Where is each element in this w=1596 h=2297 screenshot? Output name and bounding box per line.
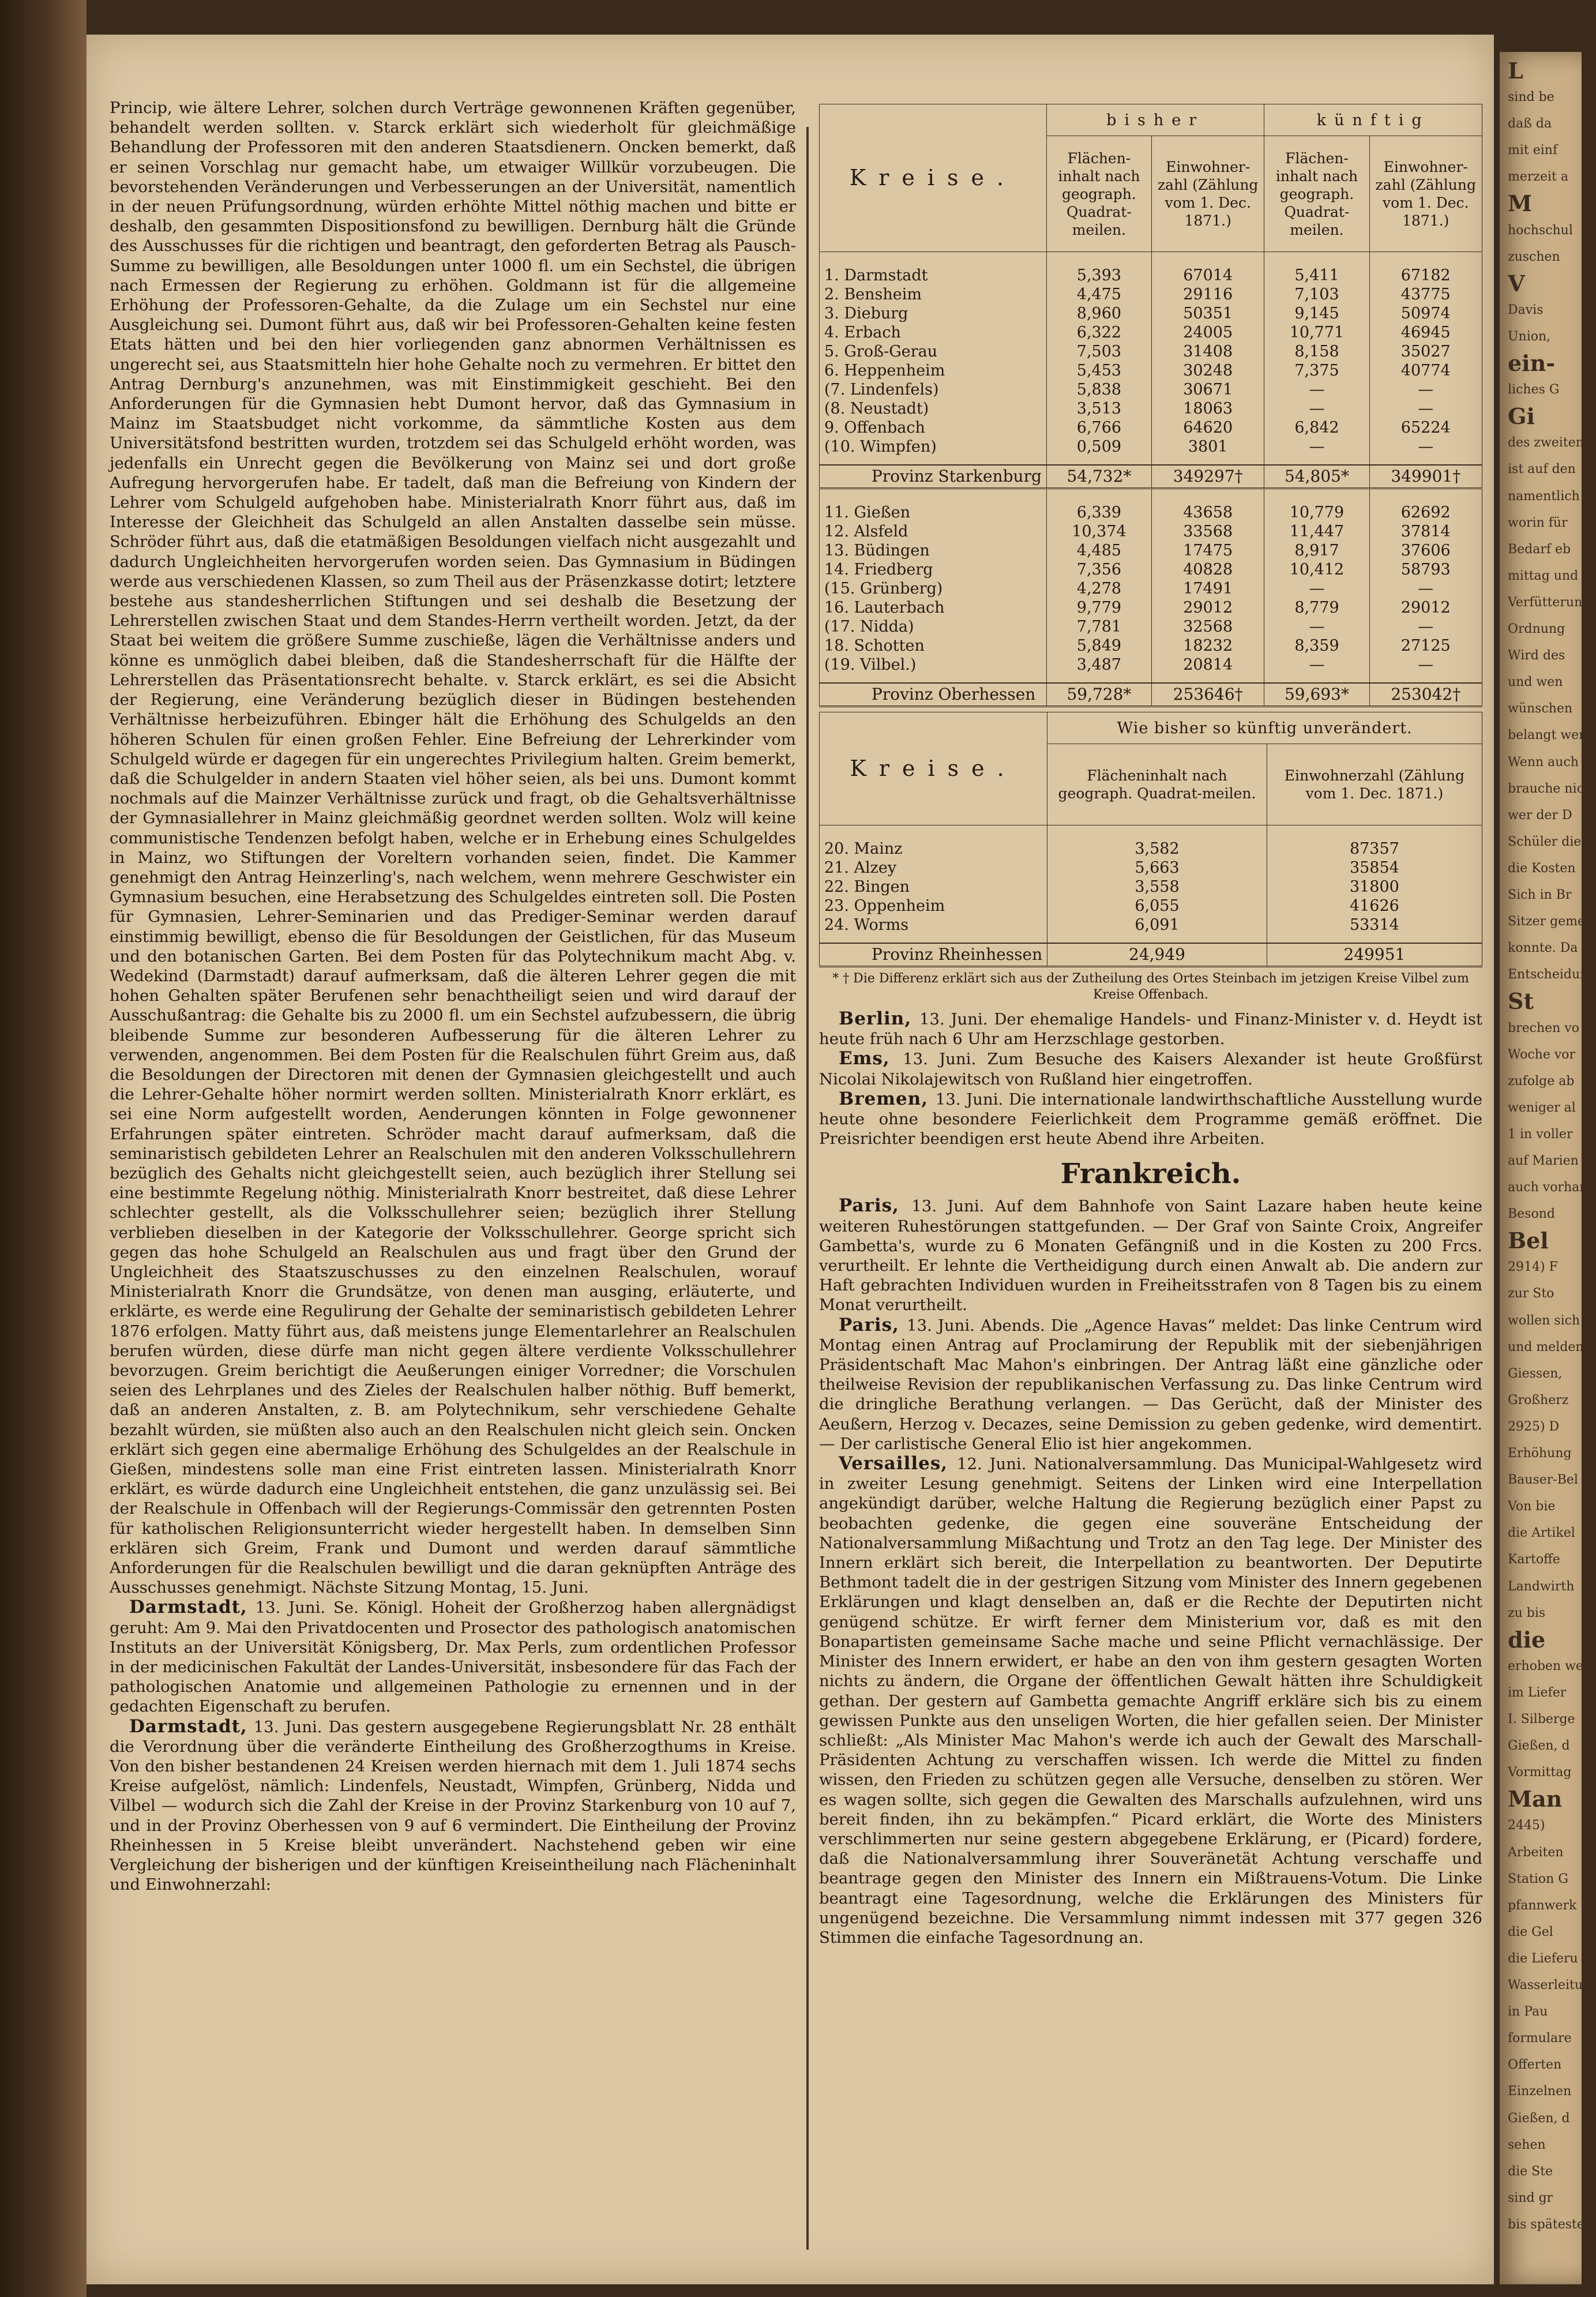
bisher-header: bisher [1046, 104, 1264, 136]
table-cell: 3,487 [1046, 655, 1151, 683]
adjacent-page-fragment: Bel [1508, 1228, 1549, 1253]
table-cell: 30248 [1151, 361, 1264, 380]
sum-cell: 59,693* [1264, 683, 1369, 707]
date: 13. Juni. [911, 1197, 995, 1216]
table-cell: 43658 [1151, 489, 1264, 523]
table-cell: 17491 [1151, 579, 1264, 598]
table-cell: 43775 [1369, 285, 1482, 304]
adjacent-page-fragment: zu bis [1508, 1606, 1546, 1620]
table-row [820, 896, 1482, 915]
table-cell: 9,145 [1264, 304, 1369, 323]
table-cell: 4,278 [1046, 579, 1151, 598]
landtag-report: Princip, wie ältere Lehrer, solchen durch Verträge gewonnenen Kräften gegenüber, behandelt werden sollten. v. Starck erklärt sich wiederholt für gleichmäßige Behandlung der Professoren mit den anderen Staatsdienern. Oncken bemerkt, daß er seinen Vorschlag nur gemacht habe, um etwaiger Willkür vorzubeugen. Die bevorstehenden Veränderungen und Verbesserungen an der Universität, namentlich in der neuen Prüfungsordnung, würden erhöhte Mittel nöthig machen und bitte er deshalb, den gesammten Dispositionsfond zu bewilligen. Dernburg hält die Gründe des Ausschusses für die richtigen und beantragt, den geforderten Betrag als Pausch-Summe zu bewilligen, alle Besoldungen unter 1000 fl. um ein Sechstel, die übrigen nach Ermessen der Regierung zu erhöhen. Goldmann ist für die allgemeine Erhöhung der Professoren-Gehalte, da die Zulage um ein Sechstel nur eine Ausgleichung sei. Dumont führt aus, daß wir bei Professoren-Gehalten keine festen Etats hätten und bei den hier vorliegenden ganz abnormen Verhältnissen es ungerecht sei, aus Staatsmitteln hier hohe Gehalte noch zu vermehren. Er bittet den Antrag Dernburg's anzunehmen, was mit Einstimmigkeit geschieht. Bei den Anforderungen für die Gymnasien hebt Dumont hervor, daß das Gymnasium in Mainz im Staatsbudget nicht vorkomme, da sämmtliche Kosten aus dem Universitätsfond bestritten wurden, trotzdem sei das Schulgeld erhöht worden, was jedenfalls ein Unrecht gegen die Bevölkerung von Mainz sei und dort große Aufregung hervorgerufen habe. Er tadelt, daß man die Befreiung von Kindern der Lehrer vom Schulgeld aufgehoben habe. Ministerialrath Knorr führt aus, daß im Interesse der Gleichheit das Schulgeld an allen Anstalten dasselbe sein müsse. Schröder führt aus, daß die etatmäßigen Besoldungen vielfach nicht ausgezahlt und dadurch Ungleichheiten hervorgerufen worden seien. Das Gymnasium in Büdingen werde aus verschiedenen Klassen, so zum Theil aus der Präsenzkasse dotirt; letztere bestehe aus standesherrlichen Stiftungen und sei deshalb die Besetzung der Lehrerstellen zwischen Staat und dem Standes-Herrn vertheilt worden. Jetzt, da der Staat bei weitem die größere Summe zuschieße, lägen die Verhältnisse anders und könne es unmöglich dabei bleiben, daß die Standesherrschaft für die Hälfte der Lehrerstellen das Präsentationsrecht behalte. v. Starck erklärt, es sei die Absicht der Regierung, eine Veränderung bezüglich dieser in Büdingen bestehenden Verhältnisse herbeizuführen. Ebinger hält die Erhöhung des Schulgelds an den höheren Schulen für einen großen Fehler. Eine Befreiung der Lehrerkinder vom Schulgeld würde er dagegen für ein ungerechtes Privilegium halten. Greim bemerkt, daß die Schulgelder in andern Staaten viel höher seien, als bei uns. Dumont kommt nochmals auf die Mainzer Verhältnisse zurück und fragt, ob die Gehaltsverhältnisse der Gymnasiallehrer in Mainz gleichmäßig geordnet werden sollten. Wolz will keine communistische Tendenzen befolgt haben, welche er in Erhebung eines Schulgeldes in Mainz, wo Stiftungen der Voreltern vorhanden seien, findet. Die Kammer genehmigt den Antrag Heinzerling's, nach welchem, wenn mehrere Geschwister ein Gymnasium besuchen, eine Herabsetzung des Schulgeldes eintreten soll. Die Posten für Gymnasien, Lehrer-Seminarien und das Prediger-Seminar werden darauf einstimmig bewilligt, ebenso die für Besoldungen der Geistlichen, für das Museum und den botanischen Garten. Bei dem Posten für das Polytechnikum macht Abg. v. Wedekind (Darmstadt) darauf aufmerksam, daß die älteren Lehrer gegen die mit hohen Gehalten später Berufenen sehr benachtheiligt seien und wird darauf der Ausschußantrag: die Gehalte bis zu 2000 fl. um ein Sechstel aufzubessern, die übrig bleibende Summe zur besonderen Aufbesserung für die älteren Lehrer zu verwenden, angenommen. Bei dem Posten für die Realschulen führt Greim aus, daß die Besoldungen der Directoren mit denen der Gymnasien gleichgestellt und auch die Lehrer-Gehalte höher normirt werden sollten. Ministerialrath Knorr erklärt, es sei eine Norm aufgestellt worden, Aenderungen könnten in Folge gewonnener Erfahrungen später eintreten. Schröder macht darauf aufmerksam, daß die seminaristisch gebildeten Lehrer an Realschulen mit den anderen Volksschullehrern bezüglich des Gehalts nicht gleichgestellt seien, auch bezüglich ihrer Stellung sei eine bestimmte Regelung nöthig. Ministerialrath Knorr bestreitet, daß diese Lehrer schlechter gestellt, als die Volksschullehrer seien; bezüglich ihrer Stellung verblieben dieselben in der Kategorie der Volksschullehrer. George spricht sich gegen das hohe Schulgeld an Realschulen aus und fragt über den Grund der Ungleichheit des Staatszuschusses zu den einzelnen Realschulen, worauf Ministerialrath Knorr die Grundsätze, von denen man ausging, erläuterte, und erklärte, es werde eine Regulirung der Gehalte der seminaristisch gebildeten Lehrer 1876 erfolgen. Matty führt aus, daß meistens junge Elementarlehrer an Realschulen berufen würden, diese dürfe man nicht gegen ältere verdiente Volksschullehrer bevorzugen. Greim berichtigt die Aeußerungen einiger Vorredner; die Vorschulen seien des Lehrplanes und des Zieles der Realschulen halber nöthig. Buff bemerkt, daß an anderen Anstalten, z. B. am Polytechnikum, sehr verschiedene Gehalte bezahlt würden, sie müßten also auch an den Realschulen nicht gleich sein. Oncken erklärt sich gegen eine abermalige Erhöhung des Schulgeldes an der Realschule in Gießen, mindestens solle man eine Frist eintreten lassen. Ministerialrath Knorr erklärt, es würde dadurch eine Ungleichheit entstehen, die ganz unzulässig sei. Bei der Realschule in Offenbach will der Regierungs-Commissär den getrennten Posten für katholischen Religionsunterricht wieder hergestellt haben. In demselben Sinn erklären sich Greim, Frank und Dumont und werden darauf sämmtliche Anforderungen für die Realschulen bewilligt und die daran geknüpften Anträge des Ausschusses genehmigt. Nächste Sitzung Montag, 15. Juni. [110, 99, 796, 1597]
oberhessen-sum [820, 683, 1482, 707]
adjacent-page-fragment: im Liefer [1508, 1686, 1567, 1700]
adjacent-page-fragment: zur Sto [1508, 1286, 1554, 1301]
table-row [820, 541, 1482, 560]
table-cell: 31408 [1151, 342, 1264, 361]
adjacent-page-fragment: wünschen [1508, 701, 1573, 716]
kreis-name: (17. Nidda) [820, 617, 1047, 636]
adjacent-page-fragment: Offerten [1508, 2058, 1562, 2072]
adjacent-page-edge [1500, 52, 1596, 2284]
table-row [820, 342, 1482, 361]
table-row [820, 655, 1482, 683]
adjacent-page-fragment: Station G [1508, 1872, 1568, 1886]
table-cell: 37814 [1369, 522, 1482, 541]
adjacent-page-fragment: worin für [1508, 516, 1568, 530]
table-cell: — [1369, 655, 1482, 683]
news-item [819, 1315, 1482, 1454]
adjacent-page-fragment: Entscheidung [1508, 967, 1596, 982]
table-cell: 31800 [1267, 877, 1482, 896]
sum-cell: 349901† [1369, 465, 1482, 489]
dateline: Darmstadt, [129, 1597, 247, 1618]
kreis-name: 9. Offenbach [820, 418, 1047, 437]
table-cell: 29012 [1369, 598, 1482, 617]
adjacent-page-fragment: 2914) F [1508, 1260, 1558, 1274]
adjacent-page-fragment: Giessen, [1508, 1367, 1563, 1381]
article-text: Die „Agence Havas“ meldet: Das linke Centrum wird Montag einen Antrag auf Proclamirung der Republik mit der siebenjährigen Präsidentschaft Mac Mahon's einbringen. Der Antrag läßt eine gänzliche oder theilweise Revision der republikanischen Verfassung zu. Das linke Centrum wird die dringliche Berathung verlangen. — Das Gerücht, daß der Minister des Aeußern, Herzog v. Decazes, seine Demission zu geben gedenke, wird dementirt. — Der carlistische General Elio ist hier angekommen. [819, 1316, 1482, 1453]
adjacent-page-fragment: Wenn auch [1508, 755, 1579, 770]
news-item [819, 1049, 1482, 1089]
table-cell: 0,509 [1046, 437, 1151, 465]
kreise-header: Kreise. [820, 712, 1047, 825]
table-row [820, 418, 1482, 437]
kreis-name: 21. Alzey [820, 858, 1047, 877]
rheinhessen-body [820, 825, 1482, 944]
adjacent-page-fragment: sind be [1508, 90, 1554, 104]
sum-cell: 54,805* [1264, 465, 1369, 489]
adjacent-page-fragment: weniger al [1508, 1101, 1576, 1115]
unchanged-header: Wie bisher so künftig unverändert. [1047, 712, 1482, 744]
table-cell: 11,447 [1264, 522, 1369, 541]
dateline: Versailles, [839, 1453, 957, 1474]
kreis-name: 13. Büdingen [820, 541, 1047, 560]
sum-cell: 253646† [1151, 683, 1264, 707]
adjacent-page-fragment: belangt wer [1508, 728, 1585, 742]
table-cell: — [1264, 579, 1369, 598]
adjacent-page-fragment: mittag und [1508, 569, 1579, 583]
kreise-table-rheinhessen [819, 712, 1482, 967]
dateline: Paris, [839, 1314, 907, 1335]
adjacent-page-fragment: zuschen [1508, 250, 1560, 264]
kreis-name: 4. Erbach [820, 323, 1047, 342]
adjacent-page-fragment: Großherz [1508, 1393, 1569, 1408]
kreis-name: 16. Lauterbach [820, 598, 1047, 617]
table-cell: — [1369, 437, 1482, 465]
einwohner-header-bisher: Einwohner-zahl (Zählung vom 1. Dec. 1871.) [1151, 136, 1264, 252]
adjacent-page-fragment: wer der D [1508, 808, 1572, 823]
adjacent-page-fragment: ist auf den [1508, 462, 1576, 476]
adjacent-page-fragment: formulare [1508, 2031, 1572, 2045]
adjacent-page-fragment: die Gel [1508, 1925, 1553, 1939]
adjacent-page-fragment: Erhöhung [1508, 1446, 1572, 1461]
table-cell: 3801 [1151, 437, 1264, 465]
article-text: Auf dem Bahnhofe von Saint Lazare haben heute keine weiteren Ruhestörungen stattgefunden. — Der Graf von Sainte Croix, Angreifer Gambetta's, wurde zu 6 Monaten Gefängniß und in die Kosten zu 200 Frcs. verurtheilt. Er lehnte die Vertheidigung durch einen Anwalt ab. Die andern zur Haft gebrachten Individuen wurden in Freiheitsstrafen von 8 Tagen bis zu einem Monat verurtheilt. [819, 1197, 1482, 1315]
kreis-name: (19. Vilbel.) [820, 655, 1047, 683]
table-row [820, 560, 1482, 579]
adjacent-page-fragment: Davis [1508, 303, 1544, 317]
table-cell: 6,842 [1264, 418, 1369, 437]
article-text: Se. Königl. Hoheit der Großherzog haben allergnädigst geruht: Am 9. Mai den Privatdocenten und Prosector des pathologisch anatomischen Instituts an der Universität Königsberg, Dr. Max Perls, zum ordentlichen Professor in der medicinischen Fakultät der Landes-Universität, insbesondere für das Fach der pathologischen Anatomie und allgemeinen Pathologie zu ernennen und in der gedachten Eigenschaft zu berufen. [110, 1598, 796, 1716]
table-cell: 3,558 [1047, 877, 1267, 896]
table-cell: 8,960 [1046, 304, 1151, 323]
kreis-name: 24. Worms [820, 915, 1047, 943]
adjacent-page-fragment: konnte. Da [1508, 941, 1578, 955]
date: 13. Juni. [919, 1010, 994, 1029]
adjacent-page-fragment: I. Silberge [1508, 1712, 1575, 1726]
table-row [820, 636, 1482, 655]
table-cell: — [1264, 437, 1369, 465]
rheinhessen-sum [820, 943, 1482, 967]
adjacent-page-fragment: liches G [1508, 382, 1560, 397]
table-cell: 5,849 [1046, 636, 1151, 655]
table-cell: 9,779 [1046, 598, 1151, 617]
sum-cell: 253042† [1369, 683, 1482, 707]
kreis-name: 23. Oppenheim [820, 896, 1047, 915]
table-row [820, 617, 1482, 636]
table-cell: 18063 [1151, 399, 1264, 418]
adjacent-page-fragment: wollen sich [1508, 1313, 1580, 1328]
table-cell: 8,917 [1264, 541, 1369, 560]
flaeche-header: Flächeninhalt nach geograph. Quadrat-meilen. [1047, 744, 1267, 825]
adjacent-page-fragment: in Pau [1508, 2005, 1548, 2019]
table-cell: 5,393 [1046, 252, 1151, 286]
table-cell: 24005 [1151, 323, 1264, 342]
kreis-name: 5. Groß-Gerau [820, 342, 1047, 361]
adjacent-page-fragment: Einzelnen [1508, 2084, 1572, 2099]
adjacent-page-fragment: 1 in voller [1508, 1127, 1573, 1142]
adjacent-page-fragment: auf Marien [1508, 1154, 1579, 1168]
table-cell: 8,779 [1264, 598, 1369, 617]
adjacent-page-fragment: 2925) D [1508, 1420, 1560, 1434]
adjacent-page-fragment: hochschul [1508, 223, 1573, 238]
kreis-name: 2. Bensheim [820, 285, 1047, 304]
adjacent-page-fragment: Man [1508, 1786, 1563, 1812]
article-text: Zum Besuche des Kaisers Alexander ist heute Großfürst Nicolai Nikolajewitsch von Rußland hier eingetroffen. [819, 1050, 1482, 1089]
table-cell: 6,055 [1047, 896, 1267, 915]
table-cell: 87357 [1267, 825, 1482, 859]
table-cell: 10,779 [1264, 489, 1369, 523]
table-cell: — [1369, 617, 1482, 636]
kreis-name: 11. Gießen [820, 489, 1047, 523]
table-row [820, 598, 1482, 617]
adjacent-page-fragment: Arbeiten [1508, 1845, 1564, 1860]
dateline: Darmstadt, [129, 1716, 247, 1737]
table-cell: 7,103 [1264, 285, 1369, 304]
table-cell: 10,412 [1264, 560, 1369, 579]
dateline: Paris, [839, 1195, 912, 1217]
kreis-name: 14. Friedberg [820, 560, 1047, 579]
table-cell: 32568 [1151, 617, 1264, 636]
table-footnote: * † Die Differenz erklärt sich aus der Zutheilung des Ortes Steinbach im jetzigen Kreise Vilbel zum Kreise Offenbach. [832, 971, 1469, 1002]
adjacent-page-fragment: Verfütterun [1508, 595, 1583, 610]
adjacent-page-fragment: die Artikel [1508, 1526, 1575, 1540]
table-cell: 6,766 [1046, 418, 1151, 437]
adjacent-page-fragment: M [1508, 190, 1533, 216]
provinz-name: Provinz Rheinhessen [820, 943, 1047, 967]
table-row [820, 285, 1482, 304]
kreise-table-starkenburg-oberhessen [819, 104, 1482, 707]
adjacent-page-fragment: daß da [1508, 117, 1552, 131]
right-column [819, 104, 1482, 2273]
table-cell: 8,359 [1264, 636, 1369, 655]
adjacent-page-fragment: zufolge ab [1508, 1074, 1575, 1089]
kreis-name: 3. Dieburg [820, 304, 1047, 323]
adjacent-page-fragment: St [1508, 988, 1534, 1014]
table-row [820, 437, 1482, 465]
table-cell: — [1264, 380, 1369, 399]
adjacent-page-fragment: Vormittag [1508, 1765, 1572, 1780]
adjacent-page-fragment: des zweiten [1508, 436, 1584, 450]
date: 12. Juni. [956, 1455, 1034, 1474]
sum-row [820, 943, 1482, 967]
table-cell: 10,771 [1264, 323, 1369, 342]
table-cell: 7,503 [1046, 342, 1151, 361]
adjacent-page-fragment: L [1508, 58, 1523, 84]
adjacent-page-fragment: Wasserleitu [1508, 1978, 1583, 1992]
table-cell: 65224 [1369, 418, 1482, 437]
table-cell: 29116 [1151, 285, 1264, 304]
adjacent-page-fragment: Besond [1508, 1207, 1555, 1221]
date: 13. Juni. [253, 1717, 322, 1736]
adjacent-page-fragment: V [1508, 271, 1525, 296]
adjacent-page-fragment: Sich in Br [1508, 888, 1572, 902]
einwohner-header-kuenftig: Einwohner-zahl (Zählung vom 1. Dec. 1871.) [1369, 136, 1482, 252]
news-germany [819, 1009, 1482, 1148]
table-cell: 58793 [1369, 560, 1482, 579]
adjacent-page-fragment: Schüler die [1508, 835, 1582, 849]
kuenftig-header: künftig [1264, 104, 1482, 136]
table-row [820, 825, 1482, 859]
adjacent-page-fragment: die Kosten [1508, 861, 1576, 876]
dateline: Bremen, [839, 1088, 936, 1109]
table-cell: 37606 [1369, 541, 1482, 560]
table-cell: 3,513 [1046, 399, 1151, 418]
adjacent-page-fragment: brauche nich [1508, 782, 1593, 796]
adjacent-page-fragment: und melden [1508, 1340, 1584, 1354]
adjacent-page-fragment: die Lieferu [1508, 1951, 1578, 1966]
provinz-name: Provinz Oberhessen [820, 683, 1047, 707]
news-item [819, 1196, 1482, 1315]
table-row [820, 489, 1482, 523]
table-cell: 5,838 [1046, 380, 1151, 399]
adjacent-page-fragment: pfannwerk [1508, 1898, 1577, 1913]
adjacent-page-fragment: namentlich [1508, 489, 1580, 504]
flaeche-header-bisher: Flächen-inhalt nach geograph. Quadrat-meilen. [1046, 136, 1151, 252]
table-cell: — [1264, 617, 1369, 636]
adjacent-page-fragment: die Ste [1508, 2164, 1553, 2179]
table-cell: 33568 [1151, 522, 1264, 541]
kreis-name: 18. Schotten [820, 636, 1047, 655]
adjacent-page-fragment: merzeit a [1508, 170, 1568, 184]
adjacent-page-fragment: Kartoffe [1508, 1552, 1560, 1567]
news-item [819, 1009, 1482, 1049]
table-cell: 67182 [1369, 252, 1482, 286]
adjacent-page-fragment: die [1508, 1627, 1546, 1653]
news-france [819, 1196, 1482, 1947]
table-cell: 7,356 [1046, 560, 1151, 579]
sum-cell: 54,732* [1046, 465, 1151, 489]
kreis-name: 20. Mainz [820, 825, 1047, 859]
kreis-name: 6. Heppenheim [820, 361, 1047, 380]
adjacent-page-fragment: Ordnung [1508, 622, 1565, 636]
kreis-name: (8. Neustadt) [820, 399, 1047, 418]
table-row [820, 361, 1482, 380]
table-row [820, 304, 1482, 323]
column-separator [806, 127, 809, 2250]
table-cell: 64620 [1151, 418, 1264, 437]
kreise-header: Kreise. [820, 104, 1047, 252]
table-cell: 4,485 [1046, 541, 1151, 560]
table-cell: — [1369, 399, 1482, 418]
kreis-name: (15. Grünberg) [820, 579, 1047, 598]
adjacent-page-fragment: Woche vor [1508, 1048, 1576, 1062]
table-cell: 5,453 [1046, 361, 1151, 380]
adjacent-page-fragment: Wird des [1508, 648, 1565, 663]
table-cell: 62692 [1369, 489, 1482, 523]
article-text: Der ehemalige Handels- und Finanz-Minister v. d. Heydt ist heute früh nach 6 Uhr am Herzschlage gestorben. [819, 1010, 1483, 1049]
adjacent-page-fragment: 2445) [1508, 1818, 1545, 1833]
table-cell: — [1369, 380, 1482, 399]
table-row [820, 579, 1482, 598]
table-cell: 40828 [1151, 560, 1264, 579]
table-cell: — [1264, 399, 1369, 418]
starkenburg-body [820, 252, 1482, 466]
darmstadt-kreise-article [110, 1717, 796, 1895]
adjacent-page-fragment: Bauser-Bel [1508, 1473, 1578, 1487]
table-cell: 3,582 [1047, 825, 1267, 859]
adjacent-page-fragment: Gießen, d [1508, 2111, 1570, 2126]
adjacent-page-fragment: und wen [1508, 675, 1563, 689]
dateline: Berlin, [839, 1008, 920, 1029]
date: 13. Juni. [935, 1090, 1009, 1109]
table-row [820, 877, 1482, 896]
adjacent-page-fragment: Sitzer geme [1508, 914, 1586, 929]
table-cell: 46945 [1369, 323, 1482, 342]
dateline: Ems, [839, 1048, 903, 1069]
table-cell: 50974 [1369, 304, 1482, 323]
date: 13. Juni. [255, 1598, 326, 1617]
table-row [820, 399, 1482, 418]
adjacent-page-fragment: Gi [1508, 403, 1535, 429]
adjacent-page-fragment: mit einf [1508, 143, 1558, 157]
adjacent-page-fragment: ein- [1508, 350, 1556, 376]
date: 13. Juni. [903, 1050, 987, 1069]
adjacent-page-fragment: Union, [1508, 329, 1551, 344]
kreis-name: 22. Bingen [820, 877, 1047, 896]
darmstadt-appointment-article [110, 1597, 796, 1716]
adjacent-page-fragment: sind gr [1508, 2191, 1553, 2205]
news-item [819, 1089, 1482, 1149]
table-cell: 8,158 [1264, 342, 1369, 361]
adjacent-page-fragment: Landwirth [1508, 1579, 1575, 1594]
section-heading-frankreich: Frankreich. [1060, 1158, 1241, 1191]
adjacent-page-fragment: brechen vo [1508, 1021, 1579, 1035]
table-cell: 67014 [1151, 252, 1264, 286]
table-cell: 50351 [1151, 304, 1264, 323]
table-cell: 35027 [1369, 342, 1482, 361]
table-cell: 5,411 [1264, 252, 1369, 286]
flaeche-header-kuenftig: Flächen-inhalt nach geograph. Quadrat-meilen. [1264, 136, 1369, 252]
table-cell: 6,322 [1046, 323, 1151, 342]
oberhessen-body [820, 489, 1482, 684]
article-text: Nationalversammlung. Das Municipal-Wahlgesetz wird in zweiter Lesung genehmigt. Seitens der Linken wird eine Interpellation angekündigt darüber, welche Haltung die Regierung bezüglich einer Papst zu beobachten gedenke, die gegen eine souveräne Entscheidung der Nationalversammlung Mißachtung und Trotz an den Tag lege. Der Minister des Innern erklärt sich bereit, die Interpellation zu beantworten. Der Deputirte Bethmont tadelt die in der gestrigen Sitzung vom Minister des Innern gegebenen Erklärungen und klagt denselben an, daß er die Rechte der Deputirten nicht genügend schütze. Er wirft ferner dem Ministerium vor, daß es mit den Bonapartisten gemeinsame Sache mache und seine Pflicht vernachlässige. Der Minister des Innern erwidert, er habe an den von ihm gestern gesagten Worten nichts zu ändern, die Organe der öffentlichen Gewalt hätten ihre Schuldigkeit gethan. Der gestern auf Gambetta gemachte Angriff erkläre sich bis zu einem gewissen Punkte aus den unseligen Worten, die hier gefallen seien. Der Minister schließt: „Als Minister Mac Mahon's werde ich auch der Gewalt des Marschall-Präsidenten Achtung zu verschaffen wissen. Ich werde die Mittel zu finden wissen, den Frieden zu schützen gegen alle Versuche, denselben zu stören. Wer es wagen sollte, sich gegen die Gewalten des Marschalls aufzulehnen, wird uns bereit finden, ihn zu bekämpfen.“ Picard erklärt, die Worte des Ministers verschlimmerten nur seine gestern abgegebene Erklärung, er (Picard) fordere, daß die Nationalversammlung ihrer Souveränetät Achtung verschaffe und beantrage gegen den Minister des Innern ein Mißtrauens-Votum. Die Linke beantragt eine Tagesordnung, welche die Erklärungen des Ministers für ungenügend bezeichne. Die Versammlung nimmt indessen mit 377 gegen 326 Stimmen die einfache Tagesordnung an. [819, 1455, 1482, 1947]
adjacent-page-fragment: Bedarf eb [1508, 542, 1571, 557]
table-cell: 18232 [1151, 636, 1264, 655]
table-cell: 41626 [1267, 896, 1482, 915]
sum-cell: 24,949 [1047, 943, 1267, 967]
table-cell: 6,339 [1046, 489, 1151, 523]
table-cell: 4,475 [1046, 285, 1151, 304]
table-cell: 29012 [1151, 598, 1264, 617]
kreis-name: 1. Darmstadt [820, 252, 1047, 286]
adjacent-page-fragment: Von bie [1508, 1499, 1556, 1514]
table-cell: 53314 [1267, 915, 1482, 943]
table-cell: 7,781 [1046, 617, 1151, 636]
sum-row [820, 683, 1482, 707]
table-cell: 10,374 [1046, 522, 1151, 541]
table-row [820, 380, 1482, 399]
table-row [820, 858, 1482, 877]
table-cell: 17475 [1151, 541, 1264, 560]
table-cell: 5,663 [1047, 858, 1267, 877]
provinz-name: Provinz Starkenburg [820, 465, 1047, 489]
newspaper-page [87, 35, 1494, 2284]
book-spine-left [0, 0, 87, 2297]
table-cell: 30671 [1151, 380, 1264, 399]
adjacent-page-fragment: Gießen, d [1508, 1739, 1570, 1753]
adjacent-page-fragment: auch vorhan [1508, 1180, 1588, 1195]
kreis-name: (7. Lindenfels) [820, 380, 1047, 399]
table-cell: — [1369, 579, 1482, 598]
table-cell: 35854 [1267, 858, 1482, 877]
kreis-name: 12. Alsfeld [820, 522, 1047, 541]
sum-row [820, 465, 1482, 489]
sum-cell: 59,728* [1046, 683, 1151, 707]
table-row [820, 522, 1482, 541]
table-cell: 40774 [1369, 361, 1482, 380]
article-text: Das gestern ausgegebene Regierungsblatt Nr. 28 enthält die Verordnung über die veränderte Eintheilung des Großherzogthums in Kreise. Von den bisher bestandenen 24 Kreisen werden hiernach mit dem 1. Juli 1874 sechs Kreise aufgelöst, nämlich: Lindenfels, Neustadt, Wimpfen, Grünberg, Nidda und Vilbel — wodurch sich die Zahl der Kreise in der Provinz Starkenburg von 10 auf 7, und in der Provinz Oberhessen von 9 auf 6 vermindert. Die Eintheilung der Provinz Rheinhessen in 5 Kreise bleibt unverändert. Nachstehend geben wir eine Vergleichung der bisherigen und der künftigen Kreiseintheilung nach Flächeninhalt und Einwohnerzahl: [110, 1717, 797, 1894]
left-column [110, 98, 796, 2267]
table-cell: 6,091 [1047, 915, 1267, 943]
date: 13. Juni. Abends. [907, 1316, 1052, 1335]
table-cell: 20814 [1151, 655, 1264, 683]
news-item [819, 1454, 1482, 1947]
einwohner-header: Einwohnerzahl (Zählung vom 1. Dec. 1871.) [1267, 744, 1482, 825]
starkenburg-sum [820, 465, 1482, 489]
sum-cell: 349297† [1151, 465, 1264, 489]
article-text: Die internationale landwirthschaftliche Ausstellung wurde heute ohne besondere Feierlichkeit dem Programme gemäß eröffnet. Die Preisrichter beendigen erst heute Abend ihre Arbeiten. [819, 1090, 1482, 1148]
table-cell: 27125 [1369, 636, 1482, 655]
kreis-name: (10. Wimpfen) [820, 437, 1047, 465]
table-row [820, 915, 1482, 943]
table-row [820, 252, 1482, 286]
sum-cell: 249951 [1267, 943, 1482, 967]
adjacent-page-fragment: erhoben we [1508, 1659, 1584, 1673]
table-row [820, 323, 1482, 342]
adjacent-page-fragment: bis späteste [1508, 2217, 1584, 2232]
table-cell: — [1264, 655, 1369, 683]
adjacent-page-fragment: sehen [1508, 2138, 1546, 2152]
table-cell: 7,375 [1264, 361, 1369, 380]
